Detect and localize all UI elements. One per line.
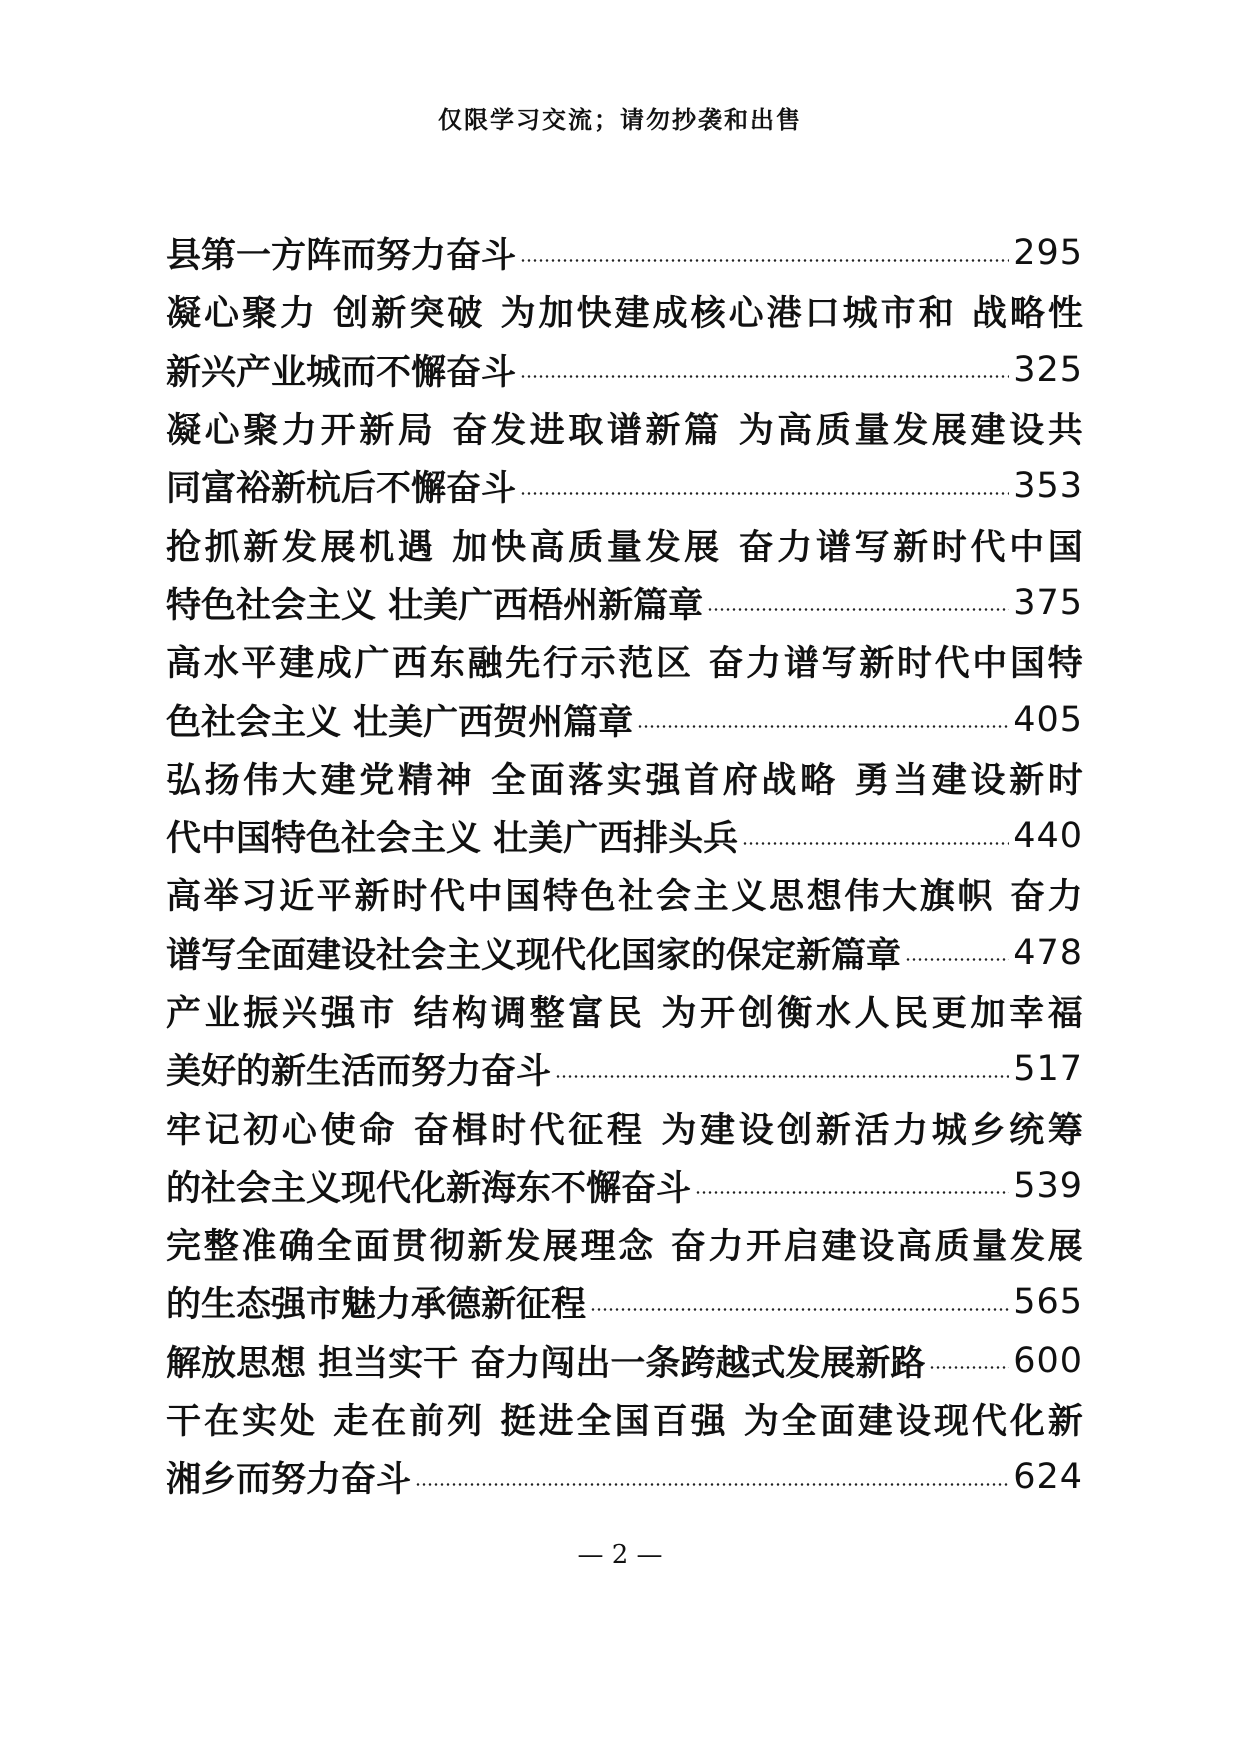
toc-line <box>166 341 1083 399</box>
dot-leader <box>637 725 1009 728</box>
toc-entry-text: 美好的新生活而努力奋斗 <box>166 1052 552 1093</box>
toc-page-number: 565 <box>1013 1282 1083 1323</box>
dot-leader <box>520 375 1009 378</box>
toc-line <box>166 574 1083 632</box>
toc-line <box>166 865 1083 923</box>
toc-page-number: 295 <box>1013 233 1083 274</box>
dot-leader <box>929 1366 1009 1369</box>
toc-entry-text: 的社会主义现代化新海东不懈奋斗 <box>166 1168 692 1209</box>
toc-entry-text: 抢 抓 新 发 展 机 遇 加 快 高 质 量 发 展 奋 力 谱 写 新 时 代 中 国 <box>166 527 1083 568</box>
dot-leader <box>520 259 1009 262</box>
dot-leader <box>707 608 1009 611</box>
toc-entry-text: 谱写全面建设社会主义现代化国家的保定新篇章 <box>166 935 902 976</box>
toc-line <box>166 982 1083 1040</box>
toc-entry-text: 凝 心 聚 力 开 新 局 奋 发 进 取 谱 新 篇 为 高 质 量 发 展 建 设 共 <box>166 411 1083 452</box>
toc-entry-text: 产 业 振 兴 强 市 结 构 调 整 富 民 为 开 创 衡 水 人 民 更 加 幸 福 <box>166 994 1083 1034</box>
toc-line <box>166 690 1083 748</box>
page-header-notice: 仅限学习交流；请勿抄袭和出售 <box>438 105 802 134</box>
toc-entry-text: 高 举 习 近 平 新 时 代 中 国 特 色 社 会 主 义 思 想 伟 大 旗 帜 奋 力 <box>166 877 1083 918</box>
toc-line <box>166 1157 1083 1215</box>
toc-line <box>166 1332 1083 1390</box>
toc-entry-text: 弘 扬 伟 大 建 党 精 神 全 面 落 实 强 首 府 战 略 勇 当 建 设 新 时 <box>166 760 1083 801</box>
toc-entry-text: 解放思想 担当实干 奋力闯出一条跨越式发展新路 <box>166 1343 926 1384</box>
dot-leader <box>742 842 1009 845</box>
dot-leader <box>415 1483 1009 1486</box>
dot-leader <box>695 1191 1009 1194</box>
toc-entry-text: 高 水 平 建 成 广 西 东 融 先 行 示 范 区 奋 力 谱 写 新 时 代 中 国 特 <box>166 644 1083 685</box>
toc-line <box>166 457 1083 515</box>
toc-line <box>166 282 1083 340</box>
toc-entry-text: 新兴产业城而不懈奋斗 <box>166 352 517 393</box>
toc-page-number: 624 <box>1013 1457 1083 1498</box>
toc-page-number: 405 <box>1013 699 1083 740</box>
table-of-contents <box>166 224 1083 1507</box>
toc-line <box>166 224 1083 282</box>
toc-line <box>166 1448 1083 1506</box>
dot-leader <box>905 958 1009 961</box>
toc-entry-text: 的生态强市魅力承德新征程 <box>166 1285 587 1326</box>
toc-entry-text: 色社会主义 壮美广西贺州篇章 <box>166 702 634 743</box>
toc-line <box>166 515 1083 573</box>
toc-entry-text: 牢 记 初 心 使 命 奋 楫 时 代 征 程 为 建 设 创 新 活 力 城 乡 统 筹 <box>166 1110 1083 1151</box>
dot-leader <box>520 492 1009 495</box>
toc-line <box>166 1390 1083 1448</box>
page-number: — 2 — <box>577 1540 663 1570</box>
toc-entry-text: 同富裕新杭后不懈奋斗 <box>166 469 517 510</box>
toc-page-number: 478 <box>1013 932 1083 973</box>
toc-line <box>166 924 1083 982</box>
dot-leader <box>590 1308 1009 1311</box>
toc-line <box>166 1040 1083 1098</box>
toc-page-number: 600 <box>1013 1340 1083 1381</box>
toc-line <box>166 807 1083 865</box>
toc-entry-text: 湘乡而努力奋斗 <box>166 1460 412 1501</box>
toc-entry-text: 县第一方阵而努力奋斗 <box>166 236 517 277</box>
toc-entry-text: 干 在 实 处 走 在 前 列 挺 进 全 国 百 强 为 全 面 建 设 现 代 化 新 <box>166 1402 1083 1443</box>
toc-line <box>166 1098 1083 1156</box>
toc-entry-text: 代中国特色社会主义 壮美广西排头兵 <box>166 819 739 860</box>
toc-entry-text: 完 整 准 确 全 面 贯 彻 新 发 展 理 念 奋 力 开 启 建 设 高 质 量 发 展 <box>166 1227 1083 1268</box>
toc-page-number: 325 <box>1013 349 1083 390</box>
toc-page-number: 517 <box>1013 1049 1083 1090</box>
toc-line <box>166 632 1083 690</box>
toc-line <box>166 1215 1083 1273</box>
toc-entry-text: 特色社会主义 壮美广西梧州新篇章 <box>166 585 704 626</box>
toc-page-number: 440 <box>1013 816 1083 857</box>
toc-page-number: 353 <box>1013 466 1083 507</box>
toc-line <box>166 749 1083 807</box>
toc-line <box>166 1273 1083 1331</box>
toc-page-number: 539 <box>1013 1165 1083 1206</box>
toc-page-number: 375 <box>1013 582 1083 623</box>
dot-leader <box>555 1075 1009 1078</box>
toc-line <box>166 399 1083 457</box>
toc-entry-text: 凝 心 聚 力 创 新 突 破 为 加 快 建 成 核 心 港 口 城 市 和 战 略 性 <box>166 294 1083 335</box>
